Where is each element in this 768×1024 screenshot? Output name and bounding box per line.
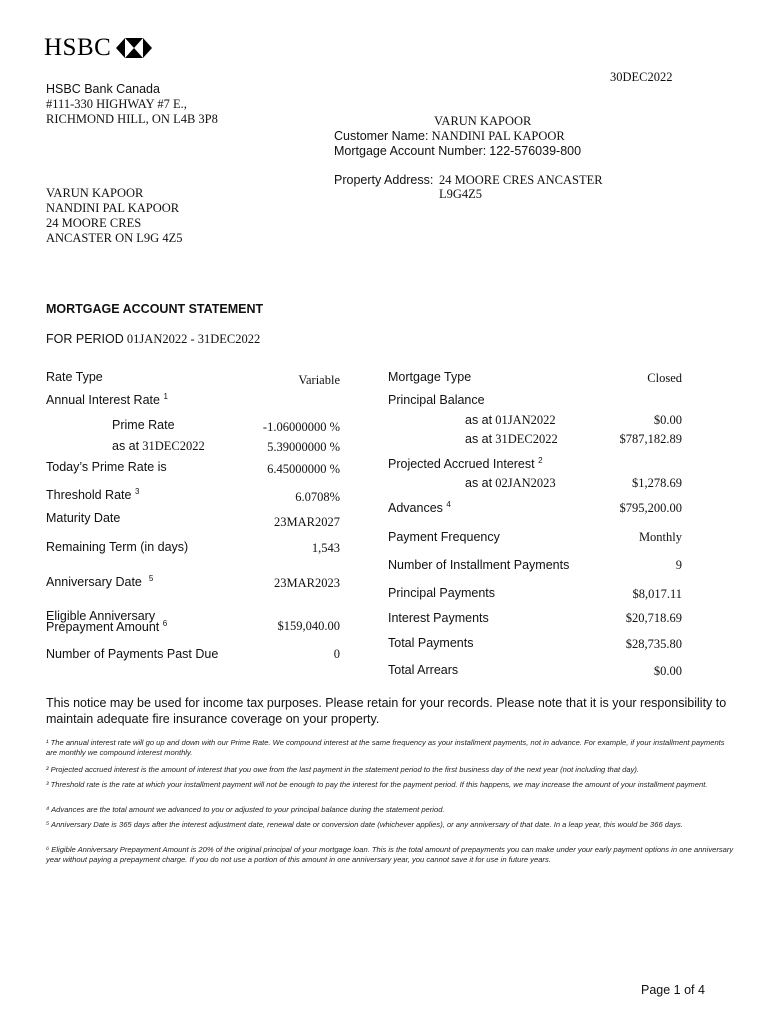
principal-balance-as-at-end: as at 31DEC2022 (465, 432, 558, 446)
mailing-line1: VARUN KAPOOR (46, 186, 144, 200)
property-address-label: Property Address: (334, 173, 434, 187)
principal-balance-start-value: $0.00 (653, 413, 682, 427)
total-payments-value: $28,735.80 (625, 637, 682, 651)
header-account-holder: VARUN KAPOOR (434, 114, 532, 128)
projected-interest-as-at: as at 02JAN2023 (465, 476, 556, 490)
bank-address-line2: RICHMOND HILL, ON L4B 3P8 (46, 112, 218, 126)
statement-date: 30DEC2022 (610, 70, 673, 84)
payments-past-due-label: Number of Payments Past Due (46, 647, 219, 661)
page-number: Page 1 of 4 (641, 983, 705, 997)
footnote-6: ⁶ Eligible Anniversary Prepayment Amount is 20% of the original principal of your mortgage loan. This is the total amount of prepayments you can make under your early payment options in one anniversary year without paying a prepayment charge. If you do not use a portion of this amount in one anniversary year, you cannot save it for use in future years. (46, 845, 734, 864)
total-payments-label: Total Payments (388, 636, 474, 650)
threshold-rate-label: Threshold Rate $^3$ (46, 486, 140, 502)
installment-payments-value: 9 (675, 558, 682, 572)
principal-balance-end-value: $787,182.89 (619, 432, 682, 446)
anniversary-date-label: Anniversary Date $^5$ (46, 573, 154, 589)
property-address-line1: 24 MOORE CRES ANCASTER (439, 173, 603, 187)
remaining-term-value: 1,543 (311, 541, 340, 555)
account-number-label: Mortgage Account Number: (334, 144, 487, 158)
interest-payments-value: $20,718.69 (625, 611, 682, 625)
bank-address-line1: #111-330 HIGHWAY #7 E., (46, 97, 187, 111)
statement-period (46, 332, 260, 347)
threshold-rate-value: 6.0708% (295, 490, 340, 504)
principal-payments-label: Principal Payments (388, 586, 495, 600)
todays-prime-value: 6.45000000 % (267, 462, 340, 476)
prime-rate-value: -1.06000000 % (262, 420, 340, 434)
period-value: 01JAN2022 - 31DEC2022 (126, 332, 261, 346)
as-at-rate-label: as at 31DEC2022 (112, 439, 205, 453)
advances-value: $795,200.00 (619, 501, 682, 515)
account-number-row (334, 144, 581, 159)
customer-name-row (334, 129, 565, 144)
rate-type-value: Variable (298, 373, 340, 387)
interest-payments-label: Interest Payments (388, 611, 489, 625)
as-at-rate-value: 5.39000000 % (267, 440, 340, 454)
period-label: FOR PERIOD (46, 332, 124, 346)
maturity-date-value: 23MAR2027 (274, 515, 340, 529)
principal-balance-label: Principal Balance (388, 393, 485, 407)
anniversary-date-value: 23MAR2023 (274, 576, 340, 590)
bank-name: HSBC Bank Canada (46, 82, 160, 96)
rate-type-label: Rate Type (46, 370, 103, 384)
payment-frequency-value: Monthly (638, 530, 682, 544)
mortgage-type-label: Mortgage Type (388, 370, 472, 384)
property-address-line2: L9G4Z5 (439, 187, 483, 201)
customer-name-value: NANDINI PAL KAPOOR (431, 129, 565, 143)
total-arrears-label: Total Arrears (388, 663, 459, 677)
todays-prime-label: Today’s Prime Rate is (46, 460, 167, 474)
mailing-line2: NANDINI PAL KAPOOR (46, 201, 180, 215)
prime-rate-label: Prime Rate (112, 418, 175, 432)
remaining-term-label: Remaining Term (in days) (46, 540, 189, 554)
footnote-4: ⁴ Advances are the total amount we advanced to you or adjusted to your principal balance during the statement period. (46, 805, 445, 814)
principal-balance-as-at-start: as at 01JAN2022 (465, 413, 556, 427)
eligible-prepayment-label: Eligible Anniversary Prepayment Amount $^6$ (46, 609, 168, 634)
payments-past-due-value: 0 (333, 647, 340, 661)
payment-frequency-label: Payment Frequency (388, 530, 500, 544)
projected-interest-value: $1,278.69 (632, 476, 682, 490)
footnote-5: ⁵ Anniversary Date is 365 days after the interest adjustment date, renewal date or conversion date (whichever applies), or any anniversary of that date. In a leap year, this would be 366 days. (46, 820, 683, 829)
eligible-prepayment-value: $159,040.00 (277, 619, 340, 633)
hsbc-hexagon-logo-icon (116, 38, 152, 58)
tax-notice: This notice may be used for income tax purposes. Please retain for your records. Please note that it is your responsibility to maintain adequate fire insurance coverage on your property. (46, 696, 727, 726)
projected-interest-label: Projected Accrued Interest $^2$ (388, 455, 543, 471)
principal-payments-value: $8,017.11 (632, 587, 682, 601)
mailing-line3: 24 MOORE CRES (46, 216, 142, 230)
installment-payments-label: Number of Installment Payments (388, 558, 570, 572)
mortgage-type-value: Closed (647, 371, 682, 385)
statement-title: MORTGAGE ACCOUNT STATEMENT (46, 302, 264, 316)
mailing-line4: ANCASTER ON L9G 4Z5 (46, 231, 183, 245)
footnote-3: ³ Threshold rate is the rate at which your installment payment will not be enough to pay the interest for the payment period. If this happens, we may increase the amount of your installment payment. (46, 780, 708, 789)
annual-interest-rate-label: Annual Interest Rate $^1$ (46, 391, 168, 407)
maturity-date-label: Maturity Date (46, 511, 121, 525)
total-arrears-value: $0.00 (653, 664, 682, 678)
hsbc-logo-text: HSBC (44, 34, 112, 61)
account-number-value: 122-576039-800 (489, 144, 582, 158)
advances-label: Advances $^4$ (388, 499, 451, 515)
footnote-2: ² Projected accrued interest is the amount of interest that you owe from the last payment in the statement period to the first business day of the next year (not including that day). (46, 765, 640, 774)
footnote-1: ¹ The annual interest rate will go up and down with our Prime Rate. We compound interest at the same frequency as your installment payments, not in advance. For example, if your installment payments are monthly we compound interest monthly. (46, 738, 725, 757)
customer-name-label: Customer Name: (334, 129, 429, 143)
